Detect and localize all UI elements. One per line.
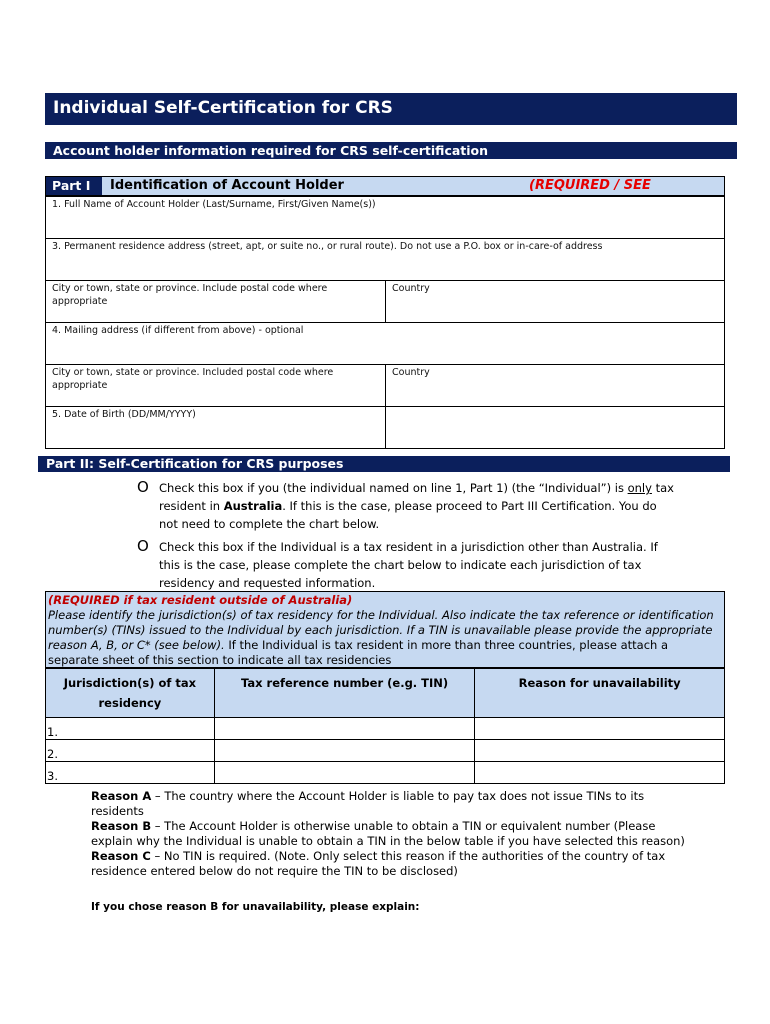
dob-label: 5. Date of Birth (DD/MM/YYYY) xyxy=(52,409,196,420)
mailing-country-field[interactable] xyxy=(385,364,725,407)
mailing-city-field[interactable] xyxy=(45,364,386,407)
full-name-field[interactable] xyxy=(45,196,725,239)
reason-c-label: Reason C xyxy=(91,849,151,863)
option2-checkbox[interactable]: O xyxy=(137,537,149,555)
option1-post: . If this is the case, please proceed to Part III Certification. You do not need to complete the chart below. xyxy=(159,499,657,531)
full-name-label: 1. Full Name of Account Holder (Last/Surname, First/Given Name(s)) xyxy=(52,199,376,210)
dob-field[interactable] xyxy=(45,406,386,449)
table-header-row xyxy=(46,669,725,718)
option1-country: Australia xyxy=(223,499,283,513)
reason-a-label: Reason A xyxy=(91,789,152,803)
option1-pre: Check this box if you (the individual named on line 1, Part 1) (the “Individual”) is xyxy=(159,481,624,495)
part1-required-note: (REQUIRED / SEE xyxy=(529,178,651,193)
col-header-reason: Reason for unavailability xyxy=(475,669,725,718)
part1-heading: Identification of Account Holder xyxy=(110,178,344,193)
table-row xyxy=(46,762,725,784)
tin-cell[interactable] xyxy=(214,762,475,784)
table-row xyxy=(46,718,725,740)
residence-address-label: 3. Permanent residence address (street, apt, or suite no., or rural route). Do not use a P.O. box or in-care-of address xyxy=(52,241,603,252)
option1-mid: tax resident in xyxy=(159,481,674,513)
residence-city-label: City or town, state or province. Include postal code where appropriate xyxy=(52,283,328,307)
reason-cell[interactable] xyxy=(475,740,725,762)
required-italic: Please identify the jurisdiction(s) of tax residency for the Individual. Also indicate the tax reference or identification number(s) (TINs) issued to the Individual by each jurisdiction. If a TIN is unavailable please provide the appropriate reason A, B, or C* (see below). xyxy=(48,608,714,652)
reason-b-text: – The Account Holder is otherwise unable to obtain a TIN or equivalent number (Please explain why the Individual is unable to obtain a TIN in the below table if you have selected this reason) xyxy=(91,819,685,848)
reason-c xyxy=(91,849,691,879)
col-header-tin: Tax reference number (e.g. TIN) xyxy=(214,669,475,718)
reason-a-text: – The country where the Account Holder is liable to pay tax does not issue TINs to its residents xyxy=(91,789,645,818)
part2-heading: Part II: Self-Certification for CRS purposes xyxy=(38,456,730,472)
required-plain: If the Individual is tax resident in more than three countries, please attach a separate sheet of this section to indicate all tax residencies xyxy=(48,638,669,667)
part1-header xyxy=(45,176,725,196)
residence-country-label: Country xyxy=(392,283,430,294)
option1-text xyxy=(159,479,679,533)
residence-address-field[interactable] xyxy=(45,238,725,281)
required-text xyxy=(48,608,722,668)
explain-label: If you chose reason B for unavailability, please explain: xyxy=(91,901,420,913)
tax-residency-table xyxy=(45,668,725,784)
option1-only: only xyxy=(627,481,652,495)
tin-cell[interactable] xyxy=(214,718,475,740)
residence-city-field[interactable] xyxy=(45,280,386,323)
required-instructions xyxy=(45,591,725,668)
required-heading: (REQUIRED if tax resident outside of Australia) xyxy=(48,593,353,607)
col-header-jurisdiction: Jurisdiction(s) of tax residency xyxy=(46,669,215,718)
table-row xyxy=(46,740,725,762)
page-title: Individual Self-Certification for CRS xyxy=(45,93,737,125)
jurisdiction-cell[interactable]: 1. xyxy=(46,718,215,740)
reason-b-label: Reason B xyxy=(91,819,152,833)
dob-input[interactable] xyxy=(385,406,725,449)
reason-c-text: – No TIN is required. (Note. Only select this reason if the authorities of the country of tax residence entered below do not require the TIN to be disclosed) xyxy=(91,849,666,878)
mailing-country-label: Country xyxy=(392,367,430,378)
tin-cell[interactable] xyxy=(214,740,475,762)
reason-cell[interactable] xyxy=(475,762,725,784)
option2-text: Check this box if the Individual is a tax resident in a jurisdiction other than Australia. If this is the case, please complete the chart below to indicate each jurisdiction of tax residency and requested information. xyxy=(159,540,658,590)
reason-b xyxy=(91,819,691,849)
mailing-address-field[interactable] xyxy=(45,322,725,365)
section-subtitle: Account holder information required for CRS self-certification xyxy=(45,142,737,159)
reasons-list xyxy=(91,789,691,879)
jurisdiction-cell[interactable]: 3. xyxy=(46,762,215,784)
mailing-city-label: City or town, state or province. Included postal code where appropriate xyxy=(52,367,334,391)
residence-country-field[interactable] xyxy=(385,280,725,323)
reason-a xyxy=(91,789,691,819)
option1-checkbox[interactable]: O xyxy=(137,478,149,496)
part1-tag: Part I xyxy=(46,177,102,195)
reason-cell[interactable] xyxy=(475,718,725,740)
jurisdiction-cell[interactable]: 2. xyxy=(46,740,215,762)
mailing-address-label: 4. Mailing address (if different from above) - optional xyxy=(52,325,304,336)
